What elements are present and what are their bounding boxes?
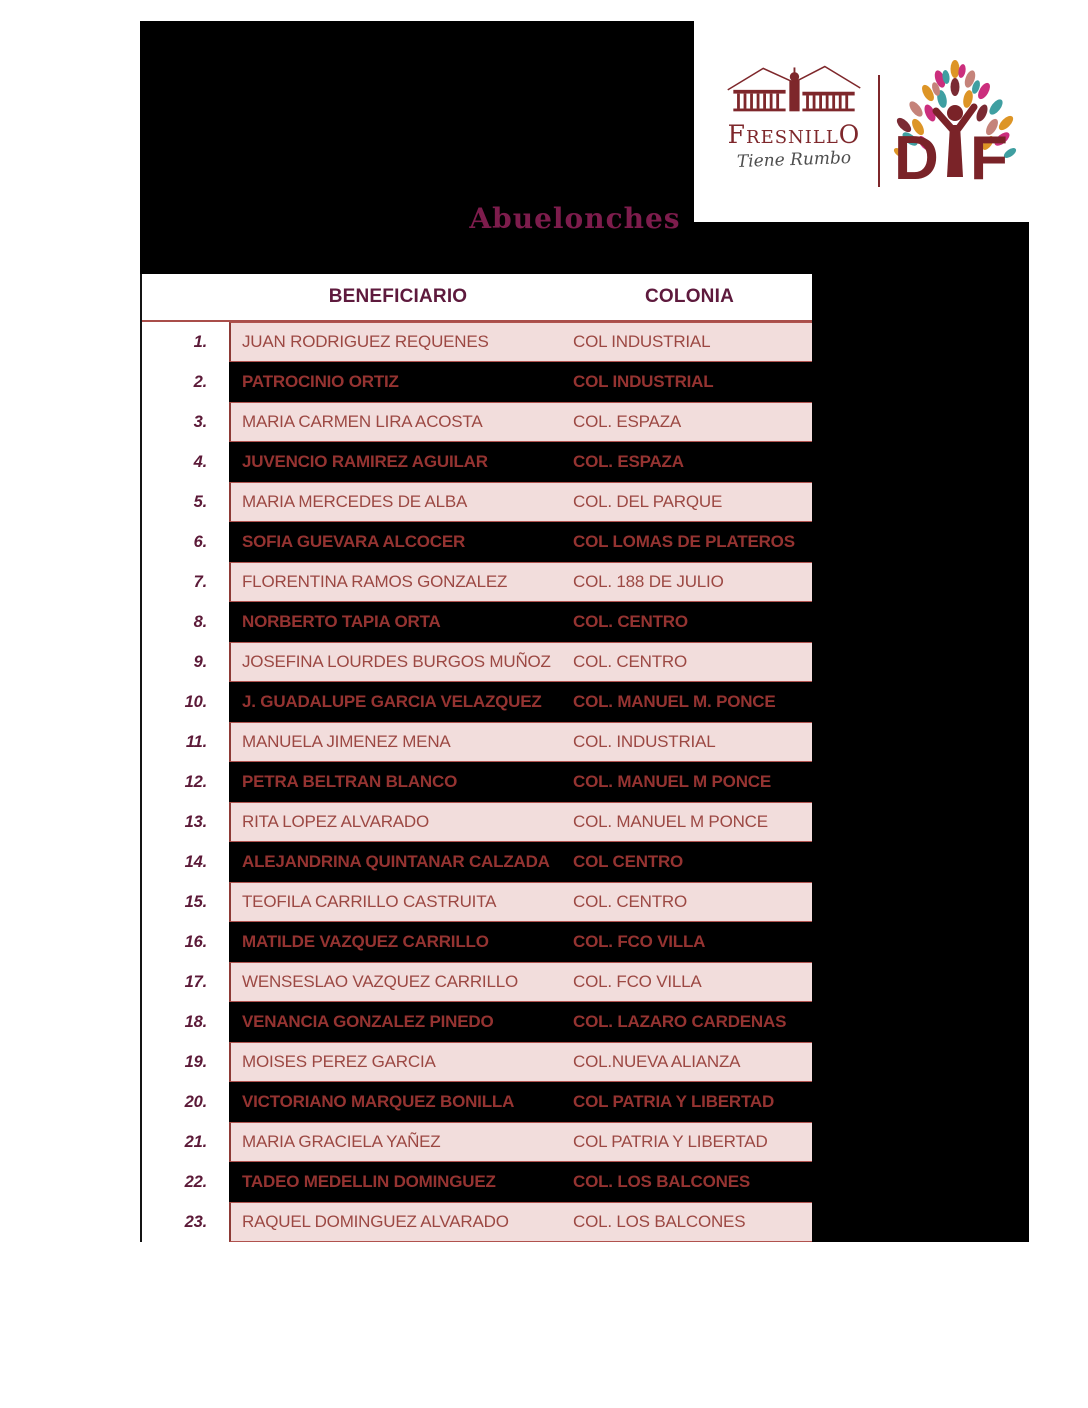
dif-letter-d: D <box>894 124 939 193</box>
colonia-cell: COL INDUSTRIAL <box>567 322 812 362</box>
fresnillo-logo <box>710 61 878 170</box>
header-spacer <box>142 274 229 320</box>
table-row <box>142 802 812 842</box>
beneficiario-cell: VENANCIA GONZALEZ PINEDO <box>229 1002 567 1042</box>
row-number: 3. <box>142 402 229 442</box>
table-header-row <box>142 274 812 322</box>
row-number: 1. <box>142 322 229 362</box>
row-number: 13. <box>142 802 229 842</box>
beneficiario-cell: J. GUADALUPE GARCIA VELAZQUEZ <box>229 682 567 722</box>
row-number: 19. <box>142 1042 229 1082</box>
beneficiario-cell: MOISES PEREZ GARCIA <box>229 1042 567 1082</box>
colonia-cell: COL. ESPAZA <box>567 402 812 442</box>
beneficiario-cell: JUAN RODRIGUEZ REQUENES <box>229 322 567 362</box>
dif-person-icon <box>936 105 974 177</box>
table-row <box>142 1042 812 1082</box>
beneficiario-cell: PATROCINIO ORTIZ <box>229 362 567 402</box>
colonia-cell: COL. LOS BALCONES <box>567 1202 812 1242</box>
colonia-cell: COL INDUSTRIAL <box>567 362 812 402</box>
table-row <box>142 322 812 362</box>
fresnillo-wordmark: FresnillO <box>727 120 861 149</box>
beneficiario-cell: MATILDE VAZQUEZ CARRILLO <box>229 922 567 962</box>
row-number: 18. <box>142 1002 229 1042</box>
beneficiario-cell: JOSEFINA LOURDES BURGOS MUÑOZ <box>229 642 567 682</box>
row-number: 14. <box>142 842 229 882</box>
beneficiario-cell: VICTORIANO MARQUEZ BONILLA <box>229 1082 567 1122</box>
row-number: 11. <box>142 722 229 762</box>
table-row <box>142 722 812 762</box>
logo-divider <box>878 75 880 187</box>
row-number: 12. <box>142 762 229 802</box>
logo-band <box>694 21 1029 222</box>
row-number: 9. <box>142 642 229 682</box>
table-row <box>142 442 812 482</box>
page-title: Abuelonches <box>469 202 681 235</box>
colonia-cell: COL LOMAS DE PLATEROS <box>567 522 812 562</box>
row-number: 16. <box>142 922 229 962</box>
colonia-cell: COL.NUEVA ALIANZA <box>567 1042 812 1082</box>
table-row <box>142 1162 812 1202</box>
colonia-cell: COL CENTRO <box>567 842 812 882</box>
table-row <box>142 602 812 642</box>
beneficiario-cell: MANUELA JIMENEZ MENA <box>229 722 567 762</box>
row-number: 21. <box>142 1122 229 1162</box>
row-number: 5. <box>142 482 229 522</box>
colonia-cell: COL. FCO VILLA <box>567 962 812 1002</box>
table-row <box>142 402 812 442</box>
row-number: 22. <box>142 1162 229 1202</box>
colonia-cell: COL PATRIA Y LIBERTAD <box>567 1122 812 1162</box>
colonia-cell: COL. MANUEL M. PONCE <box>567 682 812 722</box>
table-row <box>142 962 812 1002</box>
dif-logo <box>892 57 1018 213</box>
row-number: 15. <box>142 882 229 922</box>
table-row <box>142 482 812 522</box>
row-number: 4. <box>142 442 229 482</box>
colonia-cell: COL PATRIA Y LIBERTAD <box>567 1082 812 1122</box>
beneficiario-cell: TADEO MEDELLIN DOMINGUEZ <box>229 1162 567 1202</box>
colonia-cell: COL. INDUSTRIAL <box>567 722 812 762</box>
table-row <box>142 522 812 562</box>
colonia-cell: COL. MANUEL M PONCE <box>567 762 812 802</box>
table-row <box>142 842 812 882</box>
row-number: 8. <box>142 602 229 642</box>
table-row <box>142 1002 812 1042</box>
row-number: 20. <box>142 1082 229 1122</box>
beneficiaries-table <box>140 274 812 1242</box>
row-number: 6. <box>142 522 229 562</box>
colonia-cell: COL. FCO VILLA <box>567 922 812 962</box>
beneficiario-cell: SOFIA GUEVARA ALCOCER <box>229 522 567 562</box>
row-number: 2. <box>142 362 229 402</box>
dif-letter-f: F <box>970 124 1008 193</box>
beneficiario-cell: WENSESLAO VAZQUEZ CARRILLO <box>229 962 567 1002</box>
beneficiario-cell: JUVENCIO RAMIREZ AGUILAR <box>229 442 567 482</box>
row-number: 10. <box>142 682 229 722</box>
colonia-cell: COL. MANUEL M PONCE <box>567 802 812 842</box>
fresnillo-tagline: Tiene Rumbo <box>736 148 852 172</box>
beneficiario-cell: NORBERTO TAPIA ORTA <box>229 602 567 642</box>
beneficiario-cell: ALEJANDRINA QUINTANAR CALZADA <box>229 842 567 882</box>
beneficiario-cell: FLORENTINA RAMOS GONZALEZ <box>229 562 567 602</box>
colonia-cell: COL. CENTRO <box>567 882 812 922</box>
colonia-cell: COL. DEL PARQUE <box>567 482 812 522</box>
colonia-cell: COL. ESPAZA <box>567 442 812 482</box>
table-row <box>142 642 812 682</box>
table-row <box>142 1122 812 1162</box>
row-number: 23. <box>142 1202 229 1242</box>
beneficiario-cell: MARIA GRACIELA YAÑEZ <box>229 1122 567 1162</box>
colonia-cell: COL. 188 DE JULIO <box>567 562 812 602</box>
beneficiario-cell: PETRA BELTRAN BLANCO <box>229 762 567 802</box>
beneficiario-cell: RAQUEL DOMINGUEZ ALVARADO <box>229 1202 567 1242</box>
table-row <box>142 562 812 602</box>
column-header-beneficiario: BENEFICIARIO <box>328 286 468 307</box>
table-row <box>142 1082 812 1122</box>
colonia-cell: COL. CENTRO <box>567 642 812 682</box>
table-row <box>142 922 812 962</box>
row-number: 7. <box>142 562 229 602</box>
beneficiario-cell: MARIA MERCEDES DE ALBA <box>229 482 567 522</box>
beneficiario-cell: MARIA CARMEN LIRA ACOSTA <box>229 402 567 442</box>
table-row <box>142 882 812 922</box>
row-number: 17. <box>142 962 229 1002</box>
table-row <box>142 362 812 402</box>
column-header-colonia: COLONIA <box>644 286 734 307</box>
beneficiario-cell: RITA LOPEZ ALVARADO <box>229 802 567 842</box>
colonia-cell: COL. LAZARO CARDENAS <box>567 1002 812 1042</box>
beneficiario-cell: TEOFILA CARRILLO CASTRUITA <box>229 882 567 922</box>
table-row <box>142 762 812 802</box>
colonia-cell: COL. CENTRO <box>567 602 812 642</box>
table-row <box>142 1202 812 1242</box>
fresnillo-building-icon <box>724 61 864 115</box>
table-row <box>142 682 812 722</box>
table-body <box>142 322 812 1242</box>
colonia-cell: COL. LOS BALCONES <box>567 1162 812 1202</box>
